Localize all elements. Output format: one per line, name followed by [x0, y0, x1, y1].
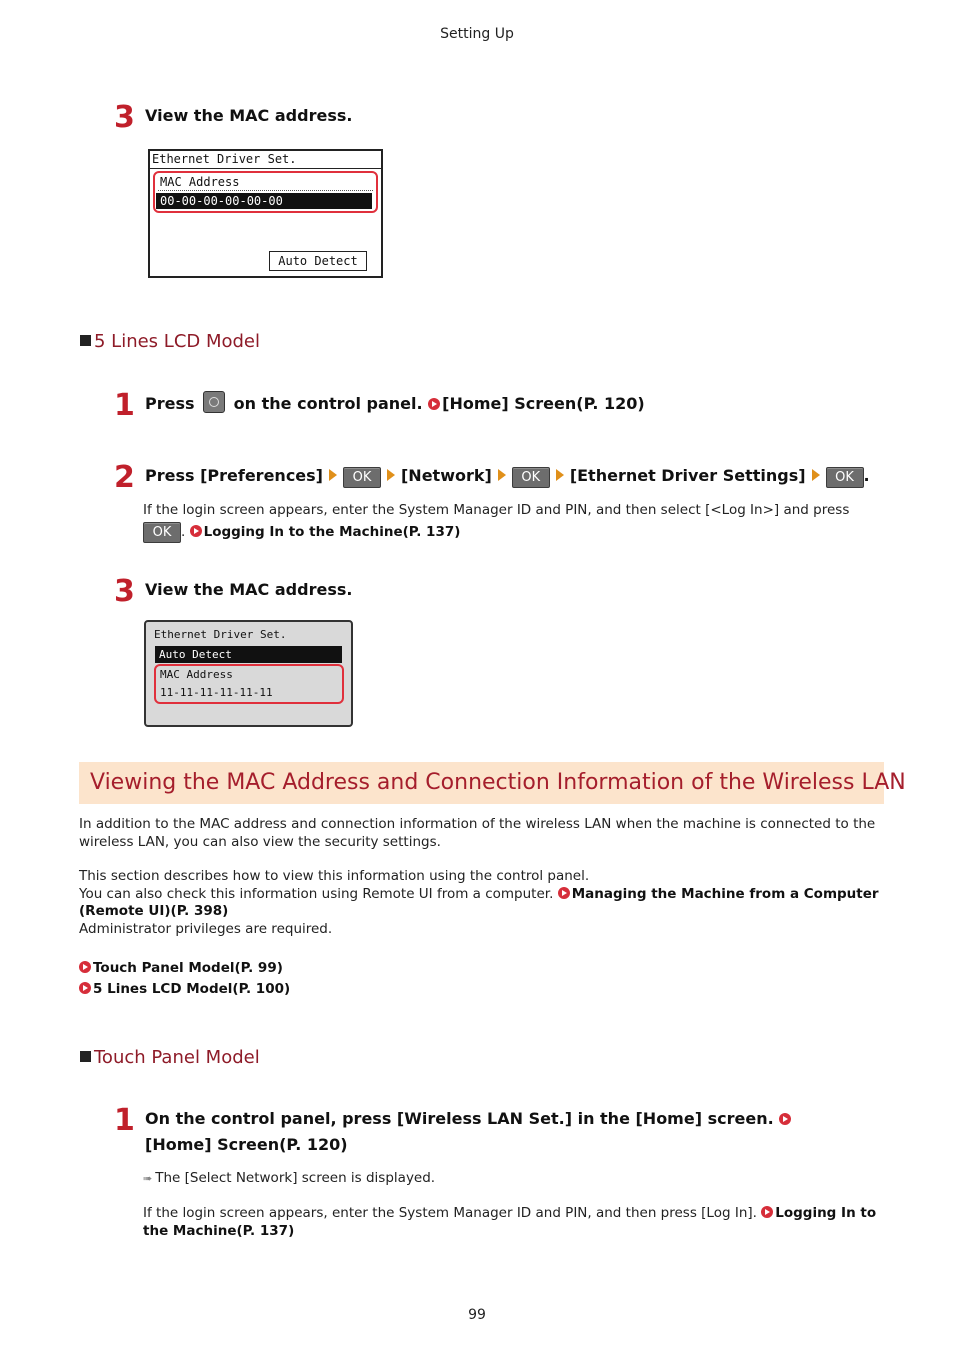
login-note [143, 1205, 883, 1240]
step-title [145, 1106, 845, 1158]
link-arrow-icon [428, 398, 440, 410]
toc-item[interactable] [79, 979, 290, 1000]
section-title: Viewing the MAC Address and Connection Information of the Wireless LAN [90, 770, 906, 795]
step-title: View the MAC address. [145, 580, 353, 599]
link-arrow-icon [779, 1113, 791, 1125]
step-number: 1 [114, 1103, 135, 1138]
menu-ethernet-driver-settings: [Ethernet Driver Settings] [569, 466, 806, 485]
ok-key: OK [343, 467, 381, 488]
menu-network: [Network] [400, 466, 492, 485]
desc-line: You can also check this information using Remote UI from a computer. [79, 885, 554, 902]
toc-link[interactable]: 5 Lines LCD Model(P. 100) [93, 981, 291, 997]
link-arrow-icon [558, 887, 570, 899]
login-link[interactable]: Logging In to the Machine(P. 137) [143, 1205, 877, 1239]
menu-preferences: Press [Preferences] [145, 466, 323, 485]
home-key-icon [203, 391, 225, 413]
desc-line: Administrator privileges are required. [79, 920, 333, 937]
square-bullet-icon [80, 1051, 91, 1062]
step-number: 3 [114, 574, 135, 609]
arrow-right-icon [556, 469, 564, 481]
link-arrow-icon [761, 1206, 773, 1218]
lcd-mac-value: 00-00-00-00-00-00 [156, 193, 372, 209]
page-number: 99 [468, 1307, 486, 1323]
step-text: Press [145, 394, 195, 413]
ok-key: OK [143, 522, 181, 543]
running-header: Setting Up [440, 26, 514, 42]
section-heading-touch-panel [80, 1046, 260, 1070]
ok-key: OK [826, 467, 864, 488]
login-note [143, 502, 883, 543]
note-text: If the login screen appears, enter the System Manager ID and PIN, and then press [Log In]. [143, 1205, 757, 1221]
period: . [863, 466, 870, 485]
divider [150, 168, 381, 169]
step-title [145, 463, 870, 489]
home-screen-link[interactable]: [Home] Screen(P. 120) [145, 1135, 348, 1154]
link-arrow-icon [190, 525, 202, 537]
toc-item[interactable] [79, 958, 290, 979]
link-arrow-icon [79, 961, 91, 973]
lcd-title: Ethernet Driver Set. [152, 152, 297, 166]
lcd-screen-5-lines [144, 620, 353, 727]
lcd-mac-label: MAC Address [160, 668, 233, 681]
lcd-mac-value: 11-11-11-11-11-11 [160, 686, 273, 699]
result-text [143, 1170, 435, 1188]
lcd-screen-touch [148, 149, 383, 278]
arrow-right-icon [387, 469, 395, 481]
lcd-title: Ethernet Driver Set. [154, 628, 287, 641]
step-number: 2 [114, 460, 135, 495]
step-text: On the control panel, press [Wireless LAN Set.] in the [Home] screen. [145, 1109, 774, 1128]
auto-detect-button[interactable]: Auto Detect [269, 251, 367, 271]
link-arrow-icon [79, 982, 91, 994]
lcd-mac-label: MAC Address [160, 175, 240, 189]
intro-paragraph: In addition to the MAC address and connection information of the wireless LAN when the machine is connected to the wireless LAN, you can also view the security settings. [79, 816, 876, 850]
arrow-right-icon [498, 469, 506, 481]
note-separator: . [181, 523, 186, 540]
desc-line: This section describes how to view this information using the control panel. [79, 868, 590, 884]
remote-ui-link[interactable]: Managing the Machine from a Computer (Remote UI)(P. 398) [79, 885, 879, 919]
step-text: on the control panel. [233, 394, 423, 413]
step-title [145, 391, 645, 417]
step-title: View the MAC address. [145, 106, 353, 125]
heading-text: Touch Panel Model [94, 1047, 260, 1068]
ok-key: OK [512, 467, 550, 488]
login-link[interactable]: Logging In to the Machine(P. 137) [203, 523, 461, 540]
heading-text: 5 Lines LCD Model [94, 331, 261, 352]
dotted-divider [158, 190, 373, 191]
section-heading-5-lines [80, 330, 260, 354]
toc-link[interactable]: Touch Panel Model(P. 99) [93, 960, 283, 976]
arrow-right-icon [812, 469, 820, 481]
toc-link-list [79, 958, 290, 1000]
lcd-selected-row: Auto Detect [155, 646, 342, 663]
home-screen-link[interactable]: [Home] Screen(P. 120) [442, 394, 645, 413]
description-paragraph [79, 868, 884, 938]
note-text: If the login screen appears, enter the System Manager ID and PIN, and then select [<Log In>] and press [143, 502, 850, 518]
result-message: The [Select Network] screen is displayed. [155, 1170, 436, 1186]
result-arrow-icon: ➠ [143, 1172, 153, 1185]
step-number: 1 [114, 388, 135, 423]
step-number: 3 [114, 100, 135, 135]
square-bullet-icon [80, 335, 91, 346]
arrow-right-icon [329, 469, 337, 481]
